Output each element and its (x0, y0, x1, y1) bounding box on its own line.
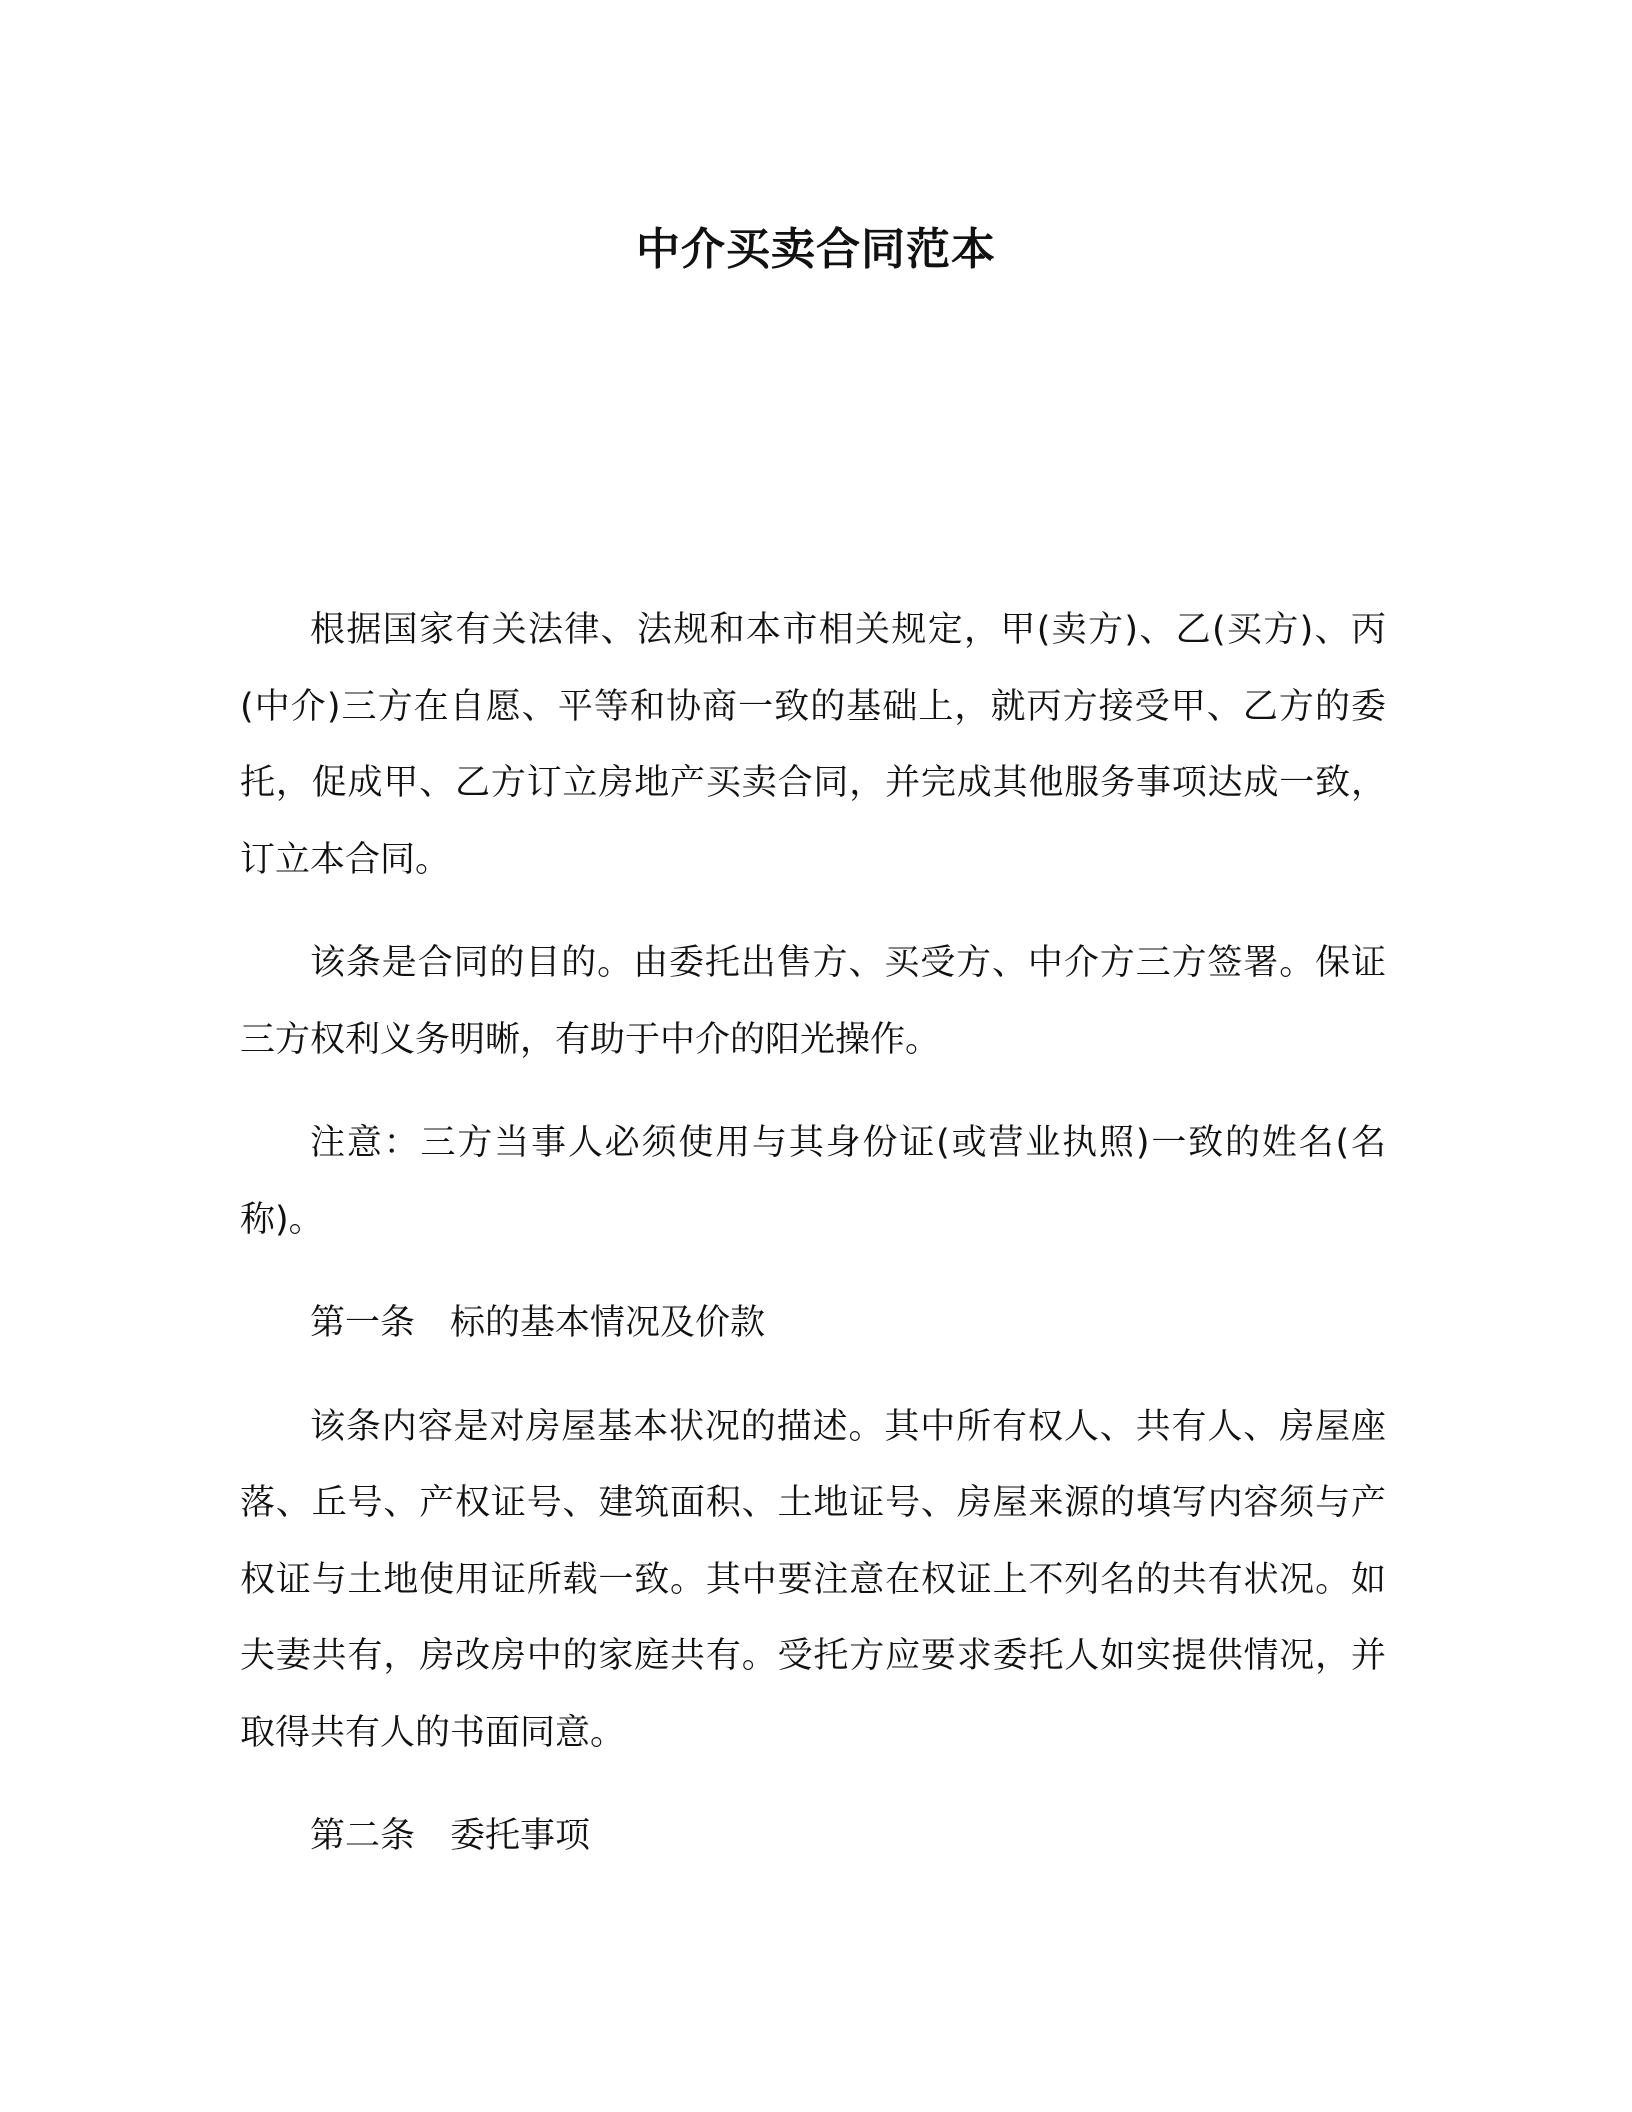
document-body (240, 592, 1386, 1902)
article-2-heading: 第二条 委托事项 (310, 1816, 591, 1856)
document-title: 中介买卖合同范本 (636, 224, 996, 275)
purpose-paragraph: 该条是合同的目的。由委托出售方、买受方、中介方三方签署。保证三方权利义务明晰，有助于中介的阳光操作。 (240, 943, 1386, 1060)
preamble-paragraph: 根据国家有关法律、法规和本市相关规定，甲(卖方)、乙(买方)、丙(中介)三方在自愿、平等和协商一致的基础上，就丙方接受甲、乙方的委托，促成甲、乙方订立房地产买卖合同，并完成其他服务事项达成一致，订立本合同。 (240, 610, 1386, 880)
article-1-paragraph: 该条内容是对房屋基本状况的描述。其中所有权人、共有人、房屋座落、丘号、产权证号、建筑面积、土地证号、房屋来源的填写内容须与产权证与土地使用证所载一致。其中要注意在权证上不列名的共有状况。如夫妻共有，房改房中的家庭共有。受托方应要求委托人如实提供情况，并取得共有人的书面同意。 (240, 1406, 1386, 1753)
notice-paragraph: 注意：三方当事人必须使用与其身份证(或营业执照)一致的姓名(名称)。 (240, 1123, 1386, 1240)
article-1-heading: 第一条 标的基本情况及价款 (310, 1303, 766, 1343)
